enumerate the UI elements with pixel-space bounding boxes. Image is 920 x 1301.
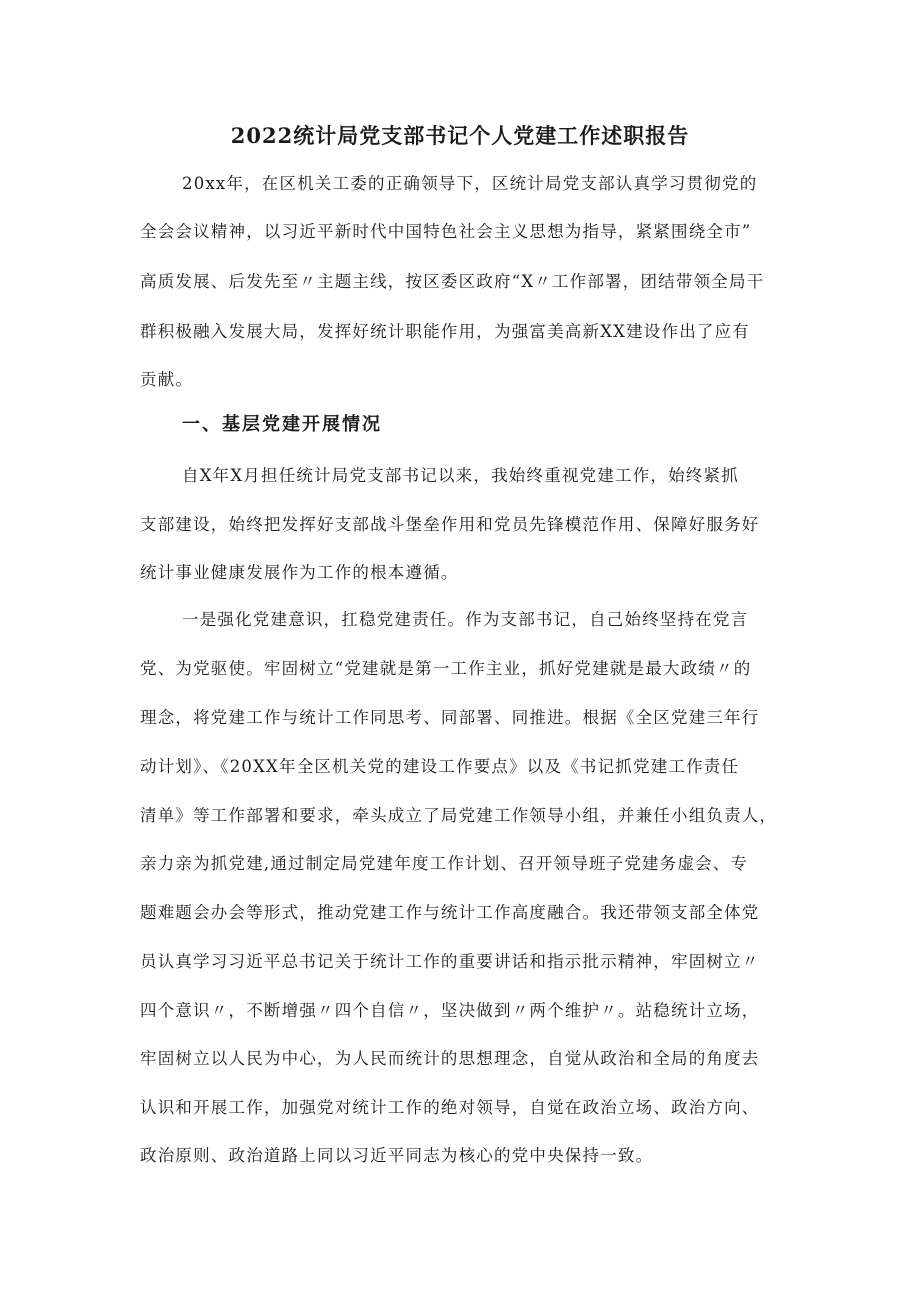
section-para1-line-1: 自X年X月担任统计局党支部书记以来，我始终重视党建工作，始终紧抓 [182,466,739,485]
intro-line-4: 群积极融入发展大局，发挥好统计职能作用，为强富美高新XX建设作出了应有 [140,322,750,341]
section-para2-line-6: 亲力亲为抓党建,通过制定局党建年度工作计划、召开领导班子党建务虚会、专 [140,854,749,873]
intro-line-1: 20xx年，在区机关工委的正确领导下，区统计局党支部认真学习贯彻党的 [182,174,758,193]
section-para2-line-11: 认识和开展工作，加强党对统计工作的绝对领导，自觉在政治立场、政治方向、 [140,1098,760,1117]
section-para2-line-1: 一是强化党建意识，扛稳党建责任。作为支部书记，自己始终坚持在党言 [182,610,749,629]
intro-line-5: 贡献。 [140,370,194,389]
intro-line-3: 高质发展、后发先至〃主题主线，按区委区政府“X〃工作部署，团结带领全局干 [140,272,765,291]
section-para2-line-4: 动计划》、《20XX年全区机关党的建设工作要点》以及《书记抓党建工作责任 [140,757,740,776]
section-para2-line-5: 清单》等工作部署和要求，牵头成立了局党建工作领导小组，并兼任小组负责人， [140,806,778,825]
section-para2-line-12: 政治原则、政治道路上同以习近平同志为核心的党中央保持一致。 [140,1146,654,1165]
section-para1-line-3: 统计事业健康发展作为工作的根本遵循。 [140,563,459,582]
section-para2-line-2: 党、为党驱使。牢固树立“党建就是第一工作主业，抓好党建就是最大政绩〃的 [140,659,752,678]
section-para2-line-3: 理念，将党建工作与统计工作同思考、同部署、同推进。根据《全区党建三年行 [140,708,760,727]
section-para2-line-8: 员认真学习习近平总书记关于统计工作的重要讲话和指示批示精神，牢固树立〃 [140,952,760,971]
intro-line-2: 全会会议精神，以习近平新时代中国特色社会主义思想为指导，紧紧围绕全市” [140,222,752,241]
section-para2-line-7: 题难题会办会等形式，推动党建工作与统计工作高度融合。我还带领支部全体党 [140,903,760,922]
section-para2-line-9: 四个意识〃，不断增强〃四个自信〃，坚决做到〃两个维护〃。站稳统计立场， [140,1001,760,1020]
section-heading: 一、基层党建开展情况 [182,414,382,435]
section-para2-line-10: 牢固树立以人民为中心，为人民而统计的思想理念，自觉从政治和全局的角度去 [140,1049,760,1068]
section-para1-line-2: 支部建设，始终把发挥好支部战斗堡垒作用和党员先锋模范作用、保障好服务好 [140,515,760,534]
document-title: 2022统计局党支部书记个人党建工作述职报告 [230,123,690,148]
